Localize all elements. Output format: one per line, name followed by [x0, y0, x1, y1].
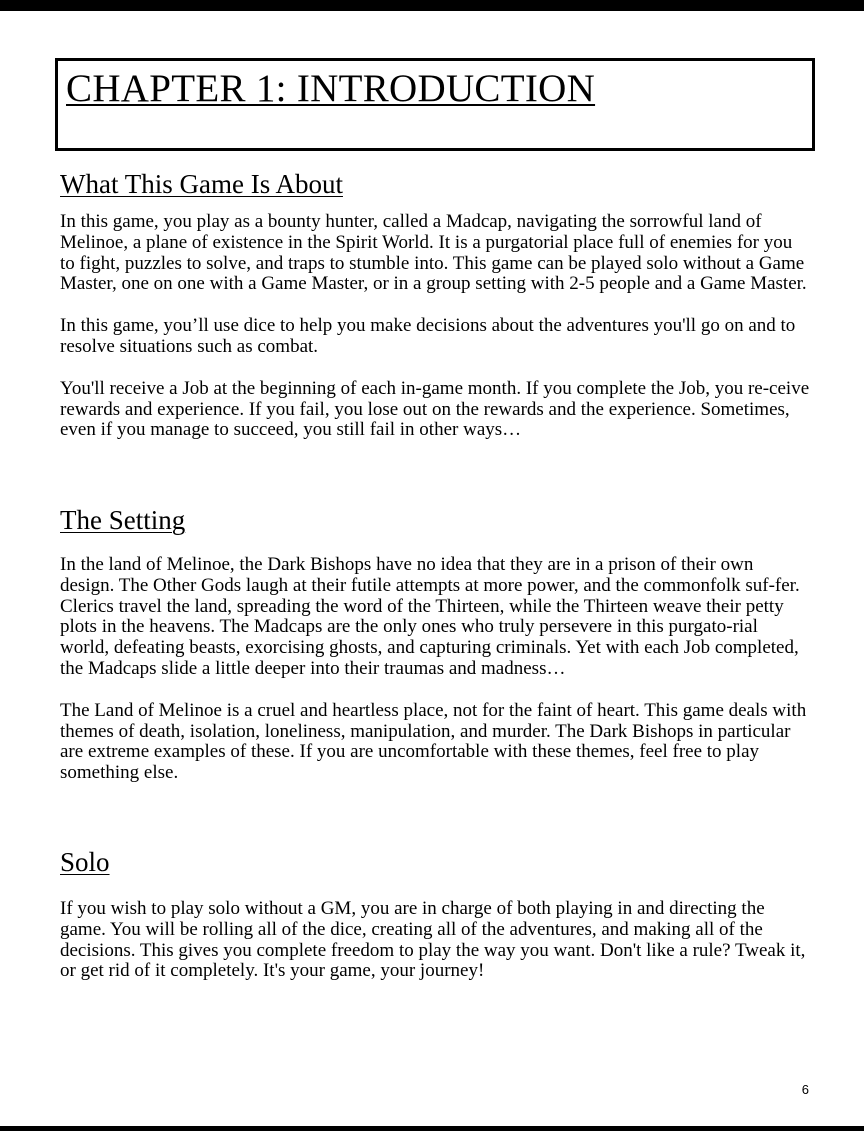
top-border — [0, 0, 864, 11]
section-heading: Solo — [60, 847, 110, 877]
section-heading: What This Game Is About — [60, 169, 343, 199]
chapter-title: CHAPTER 1: INTRODUCTION — [66, 67, 596, 110]
paragraph: If you wish to play solo without a GM, you are in charge of both playing in and directing the game. You will be rolling all of the dice, creating all of the adventures, and making all of the decisions. This gives you complete freedom to play the way you want. Don't like a rule? Tweak it, or get rid of it completely. It's your game, your journey! — [60, 898, 806, 982]
chapter-title-box — [55, 58, 815, 151]
page-number: 6 — [801, 1082, 809, 1097]
section-what-this-game-is-about — [60, 168, 810, 441]
paragraph: In this game, you’ll use dice to help you make decisions about the adventures you'll go on and to resolve situations such as combat. — [60, 315, 796, 357]
paragraph: In this game, you play as a bounty hunter, called a Madcap, navigating the sorrowful land of Melinoe, a plane of existence in the Spirit World. It is a purgatorial place full of enemies for you to fight, puzzles to solve, and traps to stumble into. This game can be played solo without a Game Master, one on one with a Game Master, or in a group setting with 2-5 people and a Game Master. — [60, 211, 807, 295]
paragraph: In the land of Melinoe, the Dark Bishops have no idea that they are in a prison of their own design. The Other Gods laugh at their futile attempts at more power, and the commonfolk suf-fer. Clerics travel the land, spreading the word of the Thirteen, while the Thirteen weave their petty plots in the heavens. The Madcaps are the only ones who truly persevere in this purgato-rial world, defeating beasts, exorcising ghosts, and capturing criminals. Yet with each Job completed, the Madcaps slide a little deeper into their traumas and madness… — [60, 554, 800, 679]
paragraph: The Land of Melinoe is a cruel and heartless place, not for the faint of heart. This game deals with themes of death, isolation, loneliness, manipulation, and murder. The Dark Bishops in particular are extreme examples of these. If you are uncomfortable with these themes, feel free to play something else. — [60, 699, 807, 784]
section-solo — [60, 846, 810, 982]
section-heading: The Setting — [60, 505, 186, 535]
bottom-border — [0, 1126, 864, 1131]
section-the-setting — [60, 504, 810, 784]
paragraph: You'll receive a Job at the beginning of each in-game month. If you complete the Job, you re-ceive rewards and experience. If you fail, you lose out on the rewards and the experience. Sometimes, even if you manage to succeed, you still fail in other ways… — [60, 377, 810, 441]
